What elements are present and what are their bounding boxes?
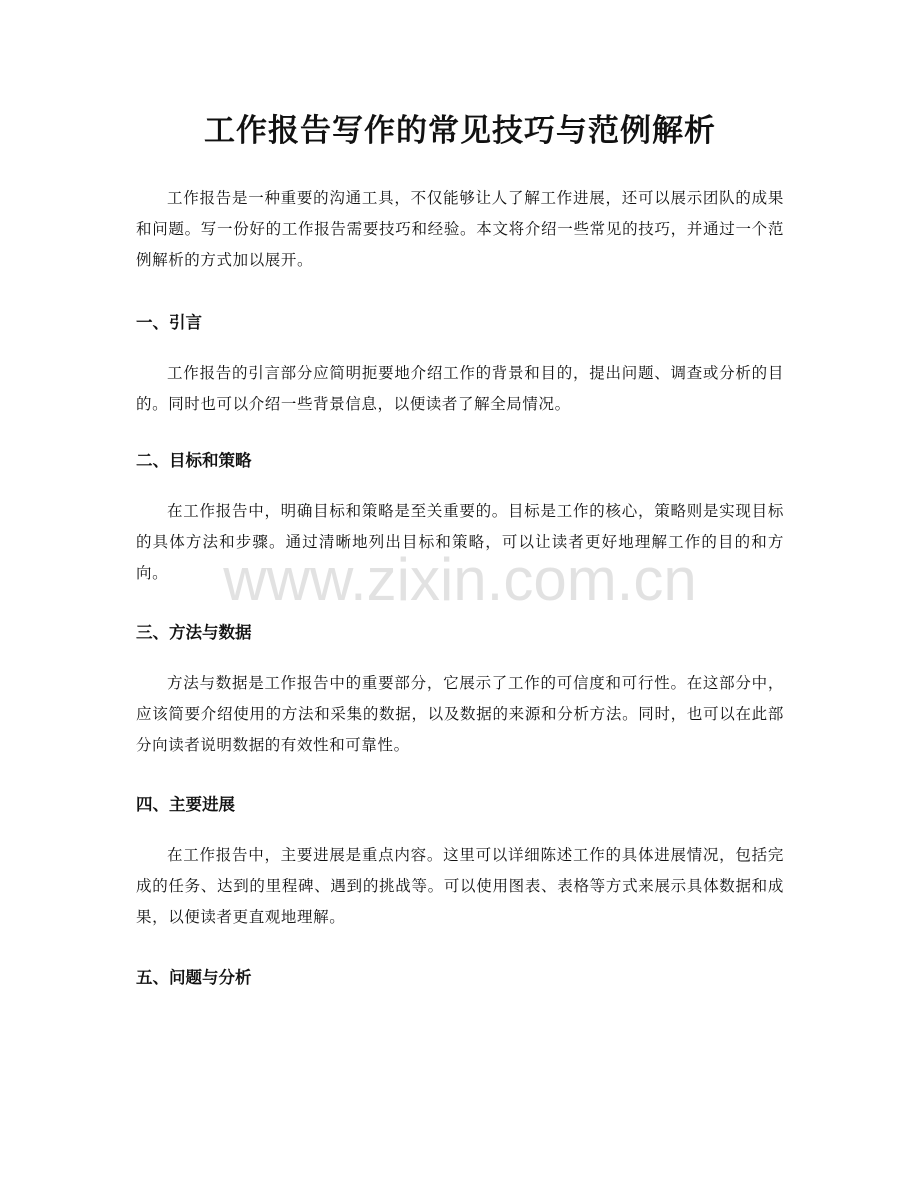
section-body-1: 工作报告的引言部分应简明扼要地介绍工作的背景和目的，提出问题、调查或分析的目的。同时也可以介绍一些背景信息，以便读者了解全局情况。 <box>136 364 784 413</box>
section-body-3: 方法与数据是工作报告中的重要部分，它展示了工作的可信度和可行性。在这部分中，应该简要介绍使用的方法和采集的数据，以及数据的来源和分析方法。同时，也可以在此部分向读者说明数据的有效性和可靠性。 <box>136 674 784 754</box>
section-body-4: 在工作报告中，主要进展是重点内容。这里可以详细陈述工作的具体进展情况，包括完成的任务、达到的里程碑、遇到的挑战等。可以使用图表、表格等方式来展示具体数据和成果，以便读者更直观地理解。 <box>136 846 784 926</box>
page-title: 工作报告写作的常见技巧与范例解析 <box>204 113 716 149</box>
section-heading-4: 四、主要进展 <box>136 795 235 814</box>
section-heading-1: 一、引言 <box>136 313 202 332</box>
watermark: www.zixin.com.cn <box>223 546 697 613</box>
intro-paragraph: 工作报告是一种重要的沟通工具，不仅能够让人了解工作进展，还可以展示团队的成果和问题。写一份好的工作报告需要技巧和经验。本文将介绍一些常见的技巧，并通过一个范例解析的方式加以展开。 <box>136 189 784 269</box>
section-heading-3: 三、方法与数据 <box>136 623 252 642</box>
section-heading-5: 五、问题与分析 <box>136 968 252 987</box>
section-body-2: 在工作报告中，明确目标和策略是至关重要的。目标是工作的核心，策略则是实现目标的具体方法和步骤。通过清晰地列出目标和策略，可以让读者更好地理解工作的目的和方向。 <box>136 502 784 582</box>
section-heading-2: 二、目标和策略 <box>136 451 252 470</box>
